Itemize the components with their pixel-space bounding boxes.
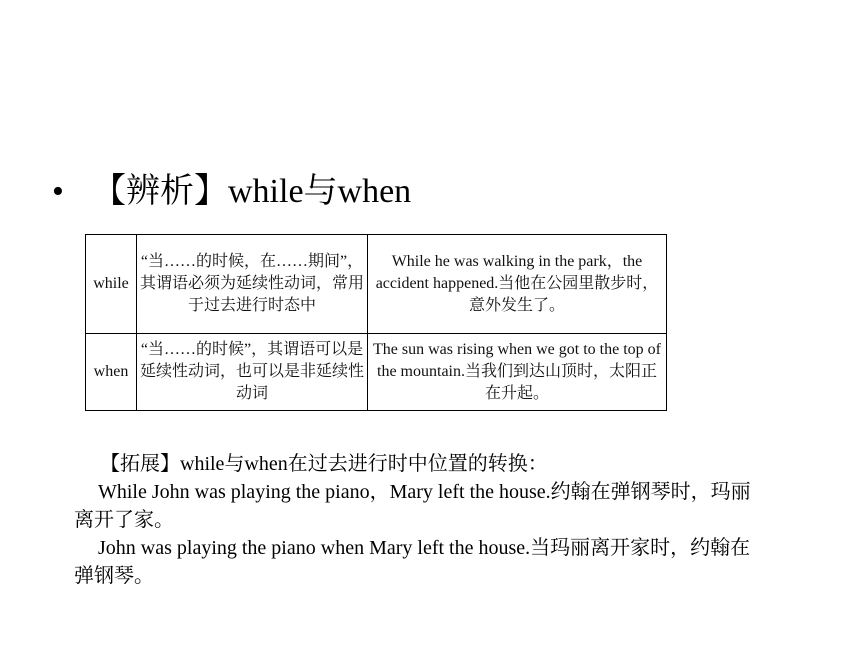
expansion-title: 【拓展】while与when在过去进行时中位置的转换： xyxy=(100,453,548,475)
example-paragraph: While John was playing the piano，Mary left the house.约翰在弹钢琴时，玛丽离开了家。 xyxy=(74,481,751,531)
table-row xyxy=(86,334,667,411)
table-row xyxy=(86,235,667,334)
meaning-cell: “当……的时候”，其谓语可以是延续性动词，也可以是非延续性动词 xyxy=(137,334,368,411)
example-paragraph: John was playing the piano when Mary left the house.当玛丽离开家时，约翰在弹钢琴。 xyxy=(74,537,751,587)
example-cell: The sun was rising when we got to the top of the mountain.当我们到达山顶时，太阳正在升起。 xyxy=(368,334,667,411)
comparison-table xyxy=(85,234,667,411)
section-heading xyxy=(52,170,411,214)
bullet-icon: • xyxy=(52,173,64,210)
expansion-section xyxy=(74,450,754,590)
heading-text: 【辨析】while与when xyxy=(92,173,412,210)
example-cell: While he was walking in the park，the accident happened.当他在公园里散步时，意外发生了。 xyxy=(368,235,667,334)
word-cell: while xyxy=(86,235,137,334)
meaning-cell: “当……的时候，在……期间”，其谓语必须为延续性动词，常用于过去进行时态中 xyxy=(137,235,368,334)
word-cell: when xyxy=(86,334,137,411)
